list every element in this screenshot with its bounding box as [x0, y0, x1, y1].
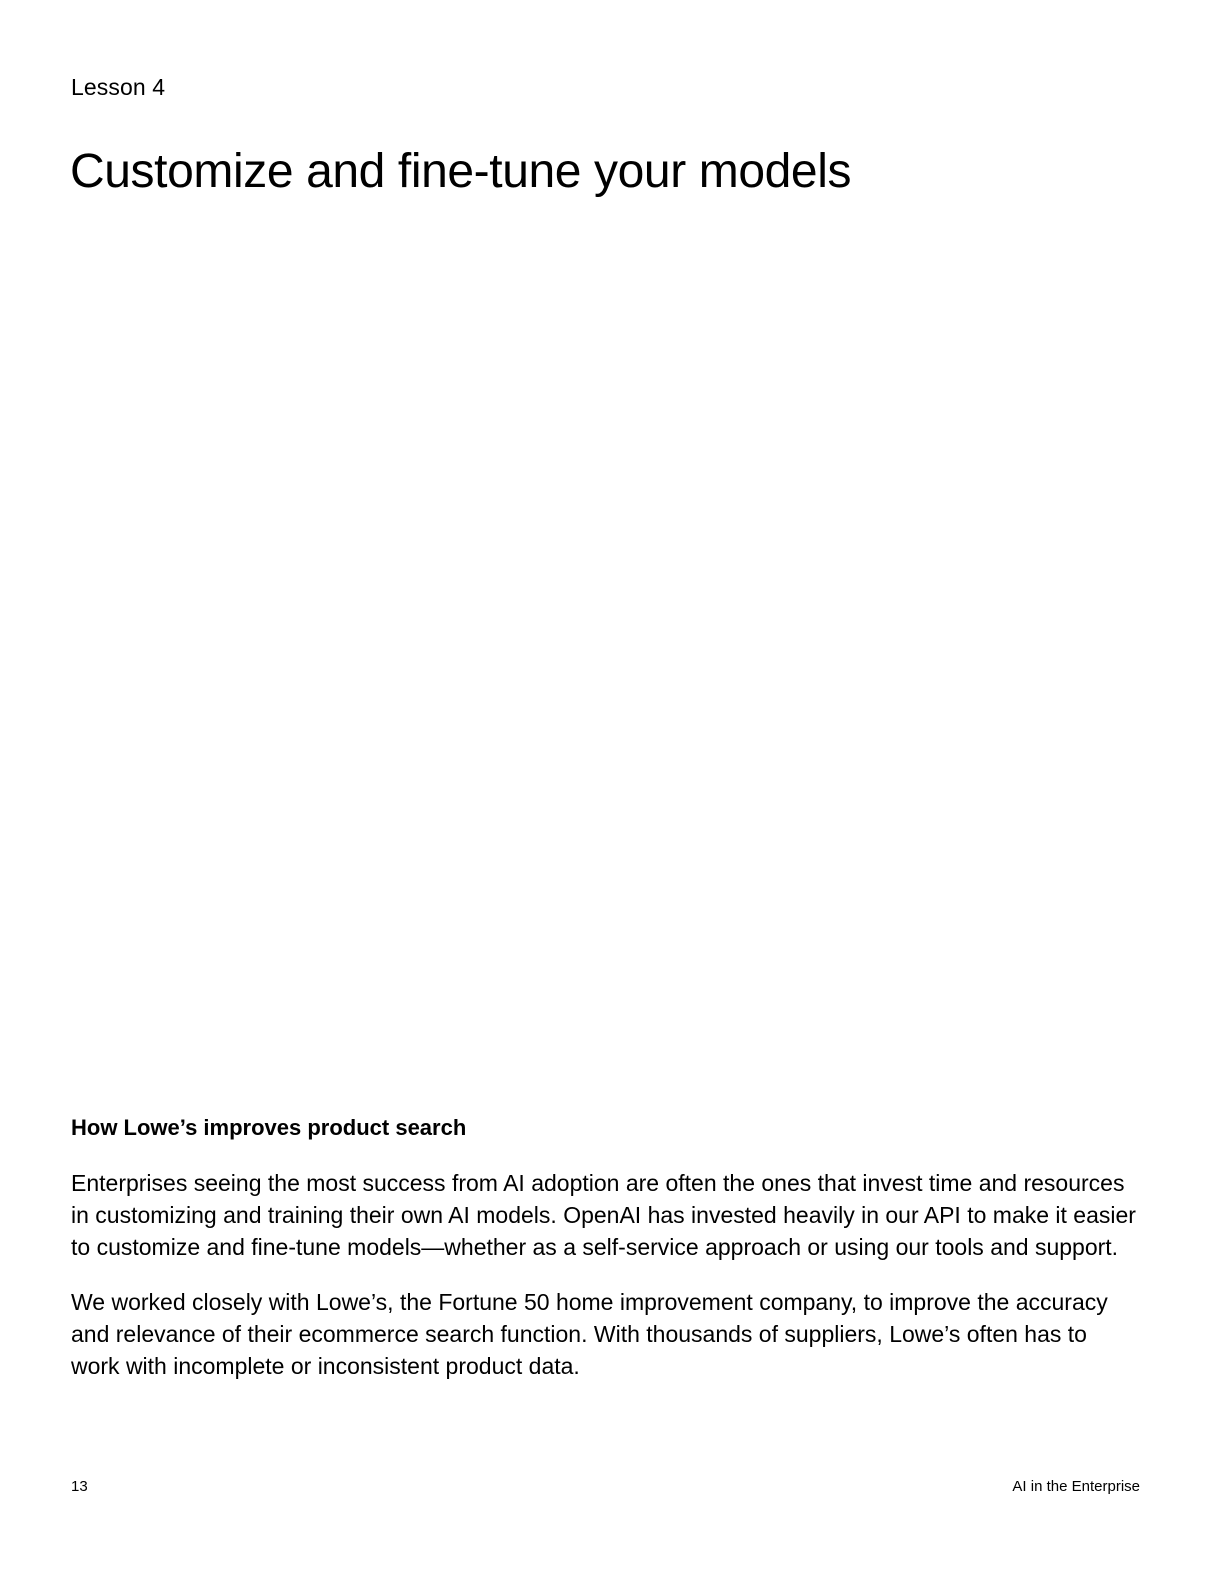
- footer-document-title: AI in the Enterprise: [1012, 1478, 1140, 1495]
- case-study-paragraph: Enterprises seeing the most success from AI adoption are often the ones that invest time and resources in customizing and training their own AI models. OpenAI has invested heavily in our API to make it easier to customize and fine-tune models—whether as a self-service approach or using our tools and support.: [71, 1170, 1136, 1260]
- page-title: Customize and fine-tune your models: [70, 145, 852, 198]
- case-study-section: [71, 1112, 1141, 1405]
- case-study-paragraph: We worked closely with Lowe’s, the Fortune 50 home improvement company, to improve the accuracy and relevance of their ecommerce search function. With thousands of suppliers, Lowe’s often has to work with incomplete or inconsistent product data.: [71, 1289, 1108, 1379]
- page-number: 13: [71, 1478, 88, 1495]
- lesson-label: Lesson 4: [71, 74, 166, 100]
- case-study-heading: How Lowe’s improves product search: [71, 1115, 467, 1140]
